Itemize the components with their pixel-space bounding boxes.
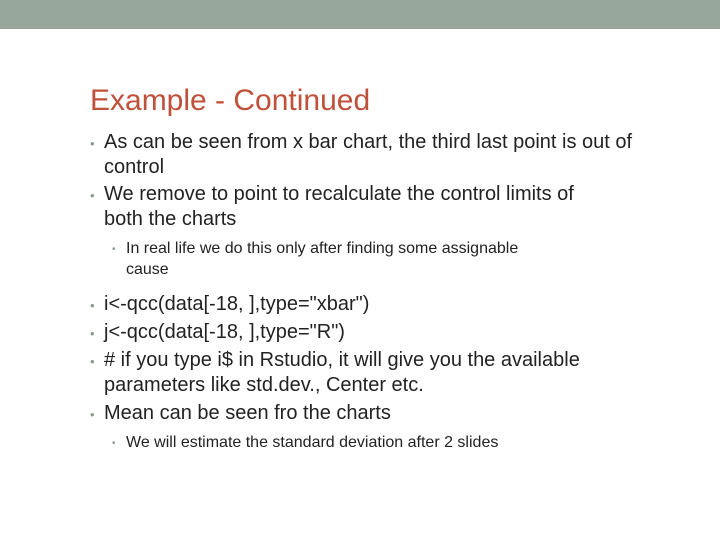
bullet-text: In real life we do this only after finding some assignable cause [126, 240, 519, 278]
top-accent-bar [0, 0, 720, 29]
bullet-item [90, 130, 690, 180]
bullet-text: Mean can be seen fro the charts [104, 402, 391, 424]
bullet-icon: • [90, 407, 95, 422]
bullet-icon: • [112, 244, 116, 255]
bullet-item [90, 320, 690, 345]
bullet-text: j<-qcc(data[-18, ],type="R") [104, 321, 345, 343]
slide-title: Example - Continued [90, 84, 371, 117]
bullet-text: We will estimate the standard deviation after 2 slides [126, 434, 499, 451]
bullet-icon: • [90, 354, 95, 369]
bullet-text: # if you type i$ in Rstudio, it will give you the available parameters like std.dev., Center etc. [104, 349, 580, 396]
bullet-item [90, 348, 594, 398]
bullet-icon: • [90, 188, 95, 203]
bullet-item [90, 401, 690, 426]
sub-bullet-item [112, 238, 526, 280]
bullet-text: We remove to point to recalculate the control limits of both the charts [104, 183, 574, 230]
bullet-icon: • [90, 298, 95, 313]
slide-body [90, 130, 690, 453]
bullet-text: As can be seen from x bar chart, the third last point is out of control [104, 131, 633, 178]
bullet-icon: • [112, 438, 116, 449]
sub-bullet-item [112, 432, 666, 453]
bullet-text: i<-qcc(data[-18, ],type="xbar") [104, 293, 370, 315]
bullet-item [90, 292, 690, 317]
bullet-item [90, 182, 594, 232]
bullet-icon: • [90, 326, 95, 341]
bullet-icon: • [90, 136, 95, 151]
